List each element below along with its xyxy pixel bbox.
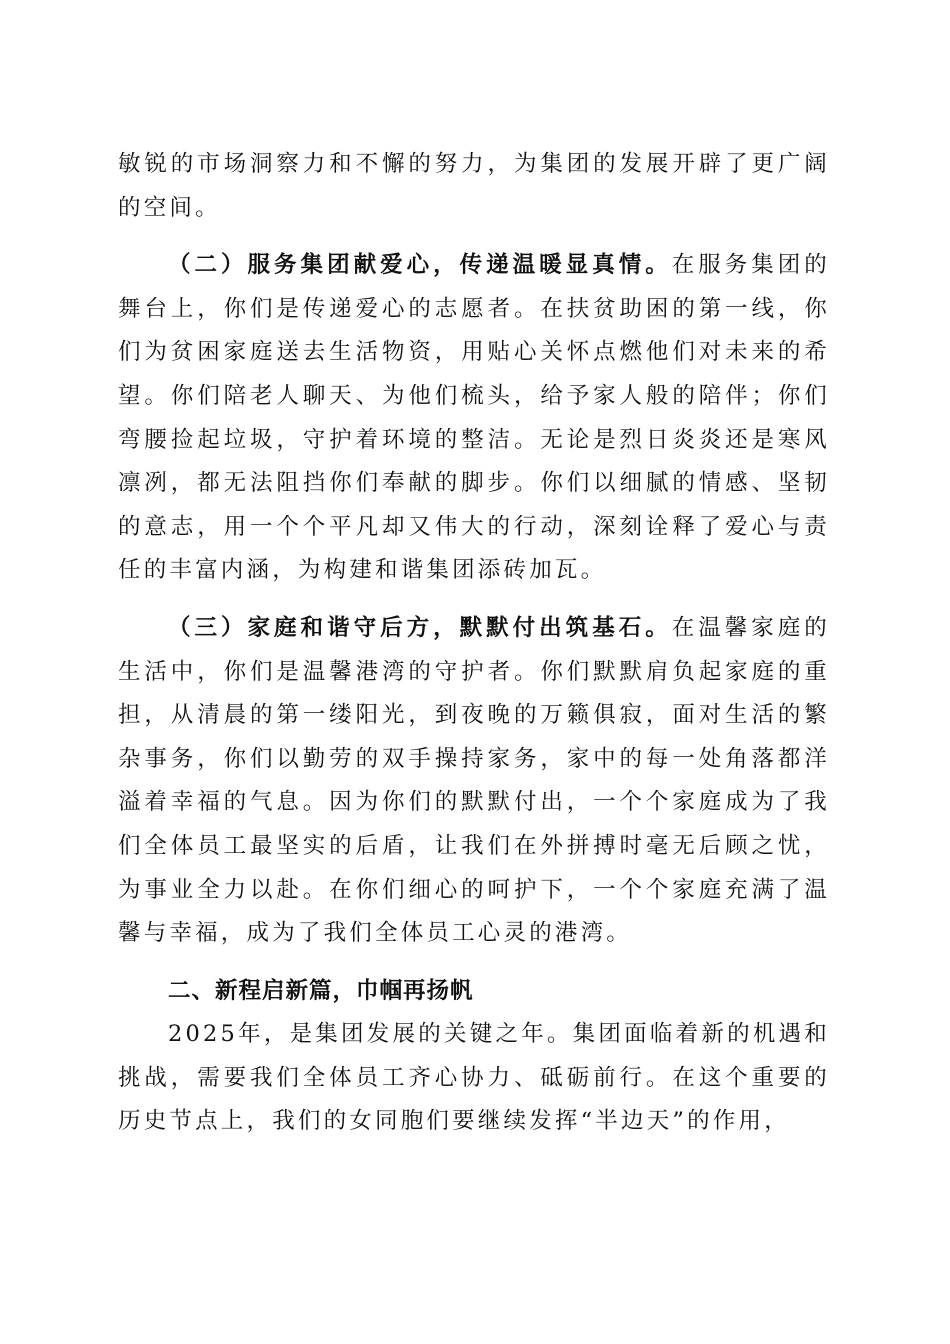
paragraph-2025: 2025年，是集团发展的关键之年。集团面临着新的机遇和挑战，需要我们全体员工齐心协力、砥砺前行。在这个重要的历史节点上，我们的女同胞们要继续发挥“半边天”的作用， [118, 1021, 830, 1135]
document-body [118, 143, 830, 1144]
paragraph-continuation: 敏锐的市场洞察力和不懈的努力，为集团的发展开辟了更广阔的空间。 [118, 151, 830, 221]
section-3-body: 在温馨家庭的生活中，你们是温馨港湾的守护者。你们默默肩负起家庭的重担，从清晨的第一缕阳光，到夜晚的万籁俱寂，面对生活的繁杂事务，你们以勤劳的双手操持家务，家中的每一处角落都洋溢着幸福的气息。因为你们的默默付出，一个个家庭成为了我们全体员工最坚实的后盾，让我们在外拼搏时毫无后顾之忧，为事业全力以赴。在你们细心的呵护下，一个个家庭充满了温馨与幸福，成为了我们全体员工心灵的港湾。 [118, 614, 830, 947]
section-3-lead: （三）家庭和谐守后方，默默付出筑基石。 [168, 614, 672, 641]
section-2-lead: （二）服务集团献爱心，传递温暖显真情。 [168, 252, 672, 279]
section-2-body: 在服务集团的舞台上，你们是传递爱心的志愿者。在扶贫助困的第一线，你们为贫困家庭送去生活物资，用贴心关怀点燃他们对未来的希望。你们陪老人聊天、为他们梳头，给予家人般的陪伴；你们弯腰捡起垃圾，守护着环境的整洁。无论是烈日炎炎还是寒风凛冽，都无法阻挡你们奉献的脚步。你们以细腻的情感、坚韧的意志，用一个个平凡却又伟大的行动，深刻诠释了爱心与责任的丰富内涵，为构建和谐集团添砖加瓦。 [118, 252, 830, 584]
section-heading-2: 二、新程启新篇，巾帼再扬帆 [168, 977, 474, 1004]
paragraph-section-2 [118, 244, 830, 593]
paragraph-section-3 [118, 607, 830, 956]
